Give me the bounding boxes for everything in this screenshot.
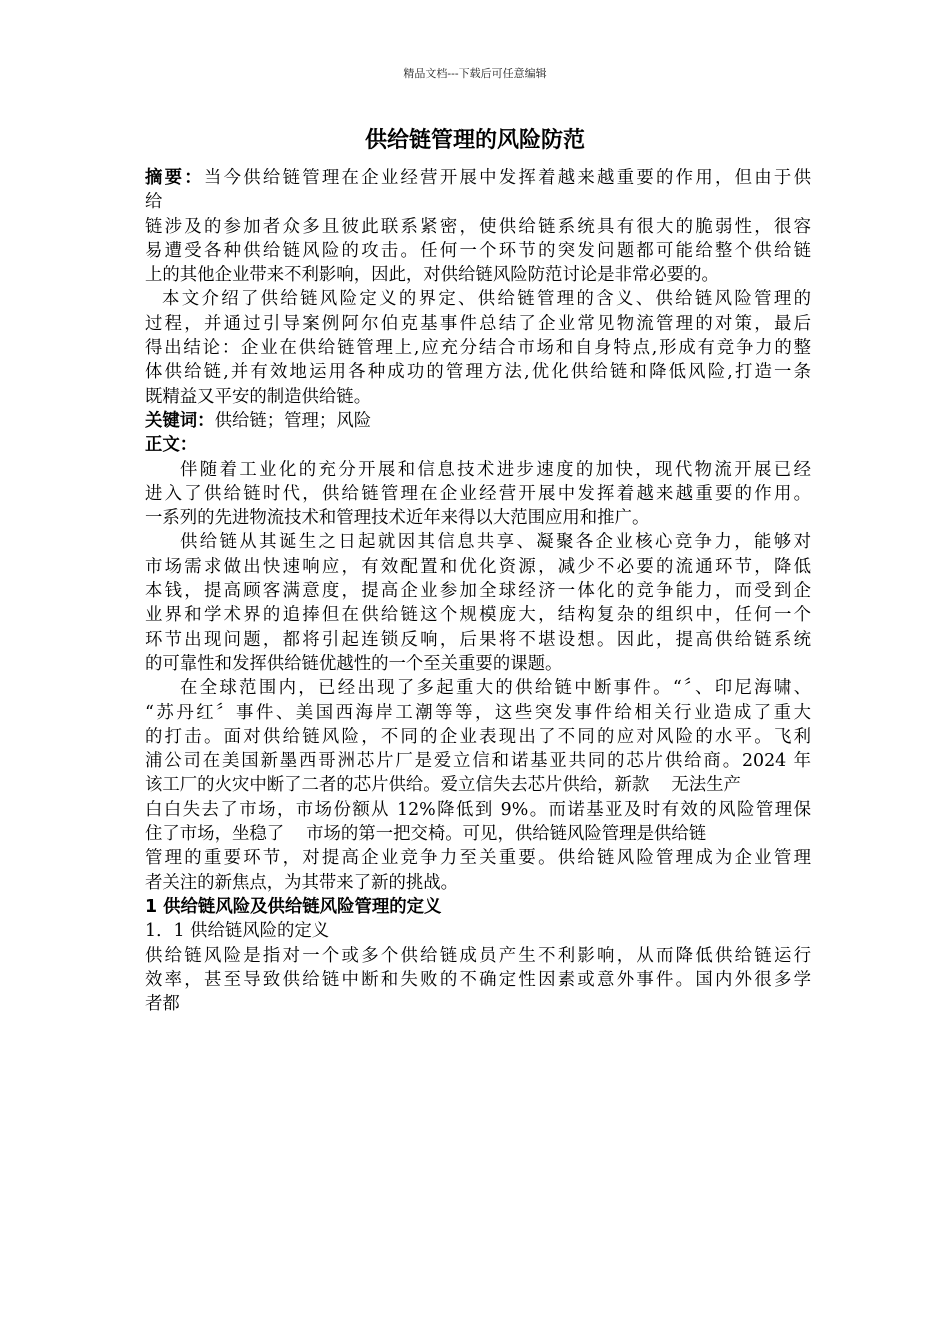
abstract-p2-line-1: 本文介绍了供给链风险定义的界定、供给链管理的含义、供给链风险管理的 bbox=[162, 289, 811, 310]
abstract-label: 摘要： bbox=[145, 168, 204, 188]
abstract-line-4: 易遭受各种供给链风险的攻击。任何一个环节的突发问题都可能给整个供给链 bbox=[145, 240, 811, 261]
section-1-line-2: 效率，甚至导致供给链中断和失败的不确定性因素或意外事件。国内外很多学 bbox=[145, 969, 811, 990]
section-1-1-heading: 1．1 供给链风险的定义 bbox=[145, 921, 330, 942]
main-p2-line-2: 市场需求做出快速响应，有效配置和优化资源，减少不必要的流通环节，降低 bbox=[145, 556, 811, 577]
main-p1-line-2: 进入了供给链时代，供给链管理在企业经营开展中发挥着越来越重要的作用。 bbox=[145, 483, 811, 504]
abstract-p2-line-4: 体供给链,并有效地运用各种成功的管理方法,优化供给链和降低风险,打造一条 bbox=[145, 362, 811, 383]
main-p3-line-4: 浦公司在美国新墨西哥洲芯片厂是爱立信和诺基亚共同的芯片供给商。2024 年 bbox=[145, 751, 811, 772]
main-label: 正文： bbox=[145, 435, 198, 456]
main-p1-line-3: 一系列的先进物流技术和管理技术近年来得以大范围应用和推广。 bbox=[145, 508, 650, 529]
abstract-p2-line-2: 过程，并通过引导案例阿尔伯克基事件总结了企业常见物流管理的对策，最后 bbox=[145, 313, 811, 334]
main-p3-line-8: 管理的重要环节，对提高企业竞争力至关重要。供给链风险管理成为企业管理 bbox=[145, 848, 811, 869]
main-p3-line-7: 住了市场，坐稳了 市场的第一把交椅。可见，供给链风险管理是供给链 bbox=[145, 824, 707, 845]
main-p2-line-3: 本钱，提高顾客满意度，提高企业参加全球经济一体化的竞争能力，而受到企 bbox=[145, 581, 811, 602]
section-1-line-1: 供给链风险是指对一个或多个供给链成员产生不利影响，从而降低供给链运行 bbox=[145, 945, 811, 966]
keywords-value: 供给链；管理；风险 bbox=[214, 410, 372, 431]
keywords-label: 关键词： bbox=[145, 410, 215, 431]
main-p2-line-6: 的可靠性和发挥供给链优越性的一个至关重要的课题。 bbox=[145, 653, 563, 674]
main-p3-line-5: 该工厂的火灾中断了二者的芯片供给。爱立信失去芯片供给，新款 无法生产 bbox=[145, 775, 741, 796]
main-p2-line-4: 业界和学术界的追捧但在供给链这个规模庞大，结构复杂的组织中，任何一个 bbox=[145, 605, 811, 626]
main-p2-line-1: 供给链从其诞生之日起就因其信息共享、凝聚各企业核心竞争力，能够对 bbox=[180, 532, 811, 553]
keywords-line bbox=[145, 409, 811, 433]
abstract-line-1: 摘要：当今供给链管理在企业经营开展中发挥着越来越重要的作用，但由于供 bbox=[145, 168, 811, 188]
main-p1-line-1: 伴随着工业化的充分开展和信息技术进步速度的加快，现代物流开展已经 bbox=[180, 459, 811, 480]
section-1-heading: 1 供给链风险及供给链风险管理的定义 bbox=[145, 896, 442, 917]
abstract-p2-line-3: 得出结论：企业在供给链管理上,应充分结合市场和自身特点,形成有竞争力的整 bbox=[145, 338, 811, 359]
main-p3-line-6: 白白失去了市场，市场份额从 12%降低到 9%。而诺基亚及时有效的风险管理保 bbox=[145, 799, 811, 820]
main-p3-line-3: 的打击。面对供给链风险，不同的企业表现出了不同的应对风险的水平。飞利 bbox=[145, 726, 811, 747]
main-p3-line-2: “苏丹红〞事件、美国西海岸工潮等等，这些突发事件给相关行业造成了重大 bbox=[145, 702, 811, 723]
abstract-line-3: 链涉及的参加者众多且彼此联系紧密，使供给链系统具有很大的脆弱性，很容 bbox=[145, 216, 811, 237]
main-p3-line-9: 者关注的新焦点，为其带来了新的挑战。 bbox=[145, 872, 459, 893]
abstract-p2-line-5: 既精益又平安的制造供给链。 bbox=[145, 386, 372, 407]
section-1-line-3: 者都 bbox=[145, 994, 180, 1015]
document-body bbox=[145, 166, 811, 1016]
main-p3-line-1: 在全球范围内，已经出现了多起重大的供给链中断事件。“〞、印尼海啸、 bbox=[180, 678, 811, 699]
header-note: 精品文档---下载后可任意编辑 bbox=[403, 67, 547, 80]
abstract-line-2: 给 bbox=[145, 192, 163, 213]
page-title: 供给链管理的风险防范 bbox=[364, 128, 585, 153]
main-p2-line-5: 环节出现问题，都将引起连锁反响，后果将不堪设想。因此，提高供给链系统 bbox=[145, 629, 811, 650]
abstract-line-5: 上的其他企业带来不利影响，因此，对供给链风险防范讨论是非常必要的。 bbox=[145, 265, 719, 286]
